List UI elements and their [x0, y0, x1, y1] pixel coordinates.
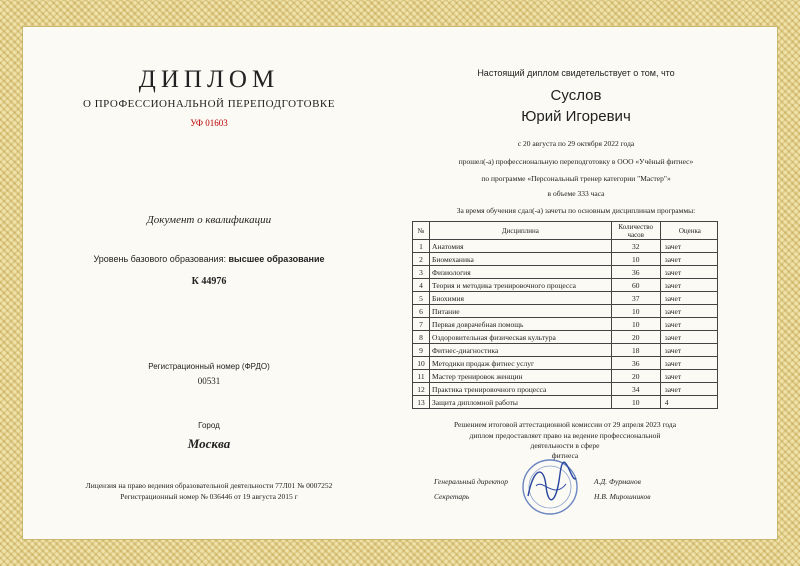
row-grade: зачет [660, 279, 717, 292]
row-hours: 37 [611, 292, 660, 305]
row-discipline: Физиология [430, 266, 612, 279]
row-hours: 34 [611, 383, 660, 396]
decision-line-3: деятельности в сфере [530, 441, 600, 450]
row-hours: 36 [611, 266, 660, 279]
diploma-number: УФ 01603 [190, 118, 228, 128]
row-number: 11 [413, 370, 430, 383]
signature-stamp-icon [514, 456, 586, 518]
row-grade: зачет [660, 357, 717, 370]
table-row [413, 279, 718, 292]
row-grade: 4 [660, 396, 717, 409]
header-num: № [413, 222, 430, 240]
row-discipline: Биомеханика [430, 253, 612, 266]
education-level [22, 254, 396, 264]
reg-number-value: 00531 [197, 376, 221, 386]
row-discipline: Методики продаж фитнес услуг [430, 357, 612, 370]
table-row [413, 396, 718, 409]
row-hours: 32 [611, 240, 660, 253]
holder-surname: Суслов [550, 87, 602, 104]
table-row [413, 370, 718, 383]
passed-retraining: прошел(-а) профессиональную переподготовку в ООО «Учёный фитнес» [458, 157, 694, 166]
table-row [413, 344, 718, 357]
table-row [413, 331, 718, 344]
education-level-label: Уровень базового образования: [93, 254, 226, 264]
row-number: 7 [413, 318, 430, 331]
city-label: Город [198, 421, 220, 430]
diploma-title: ДИПЛОМ [138, 66, 280, 93]
row-grade: зачет [660, 266, 717, 279]
row-number: 9 [413, 344, 430, 357]
header-grade: Оценка [660, 222, 717, 240]
row-grade: зачет [660, 240, 717, 253]
row-grade: зачет [660, 305, 717, 318]
row-grade: зачет [660, 253, 717, 266]
table-row [413, 253, 718, 266]
row-grade: зачет [660, 344, 717, 357]
table-row [413, 305, 718, 318]
row-hours: 20 [611, 331, 660, 344]
row-discipline: Анатомия [430, 240, 612, 253]
secretary-name: Н.В. Мирошников [594, 492, 651, 501]
license-line-2: Регистрационный номер № 036446 от 19 августа 2015 г [120, 492, 298, 501]
city-value: Москва [187, 436, 231, 451]
row-hours: 60 [611, 279, 660, 292]
row-discipline: Первая доврачебная помощь [430, 318, 612, 331]
row-hours: 10 [611, 396, 660, 409]
secretary-role: Секретарь [434, 492, 470, 501]
director-role: Генеральный директор [434, 477, 508, 486]
row-grade: зачет [660, 383, 717, 396]
decision-line-1: Решением итоговой аттестационной комиссии от 29 апреля 2023 года [453, 420, 677, 429]
row-hours: 20 [611, 370, 660, 383]
diploma-paper [22, 26, 778, 540]
row-discipline: Теория и методика тренировочного процесса [430, 279, 612, 292]
program-name: по программе «Персональный тренер категории "Мастер"» [481, 174, 671, 183]
row-hours: 36 [611, 357, 660, 370]
row-discipline: Оздоровительная физическая культура [430, 331, 612, 344]
row-number: 12 [413, 383, 430, 396]
table-row [413, 292, 718, 305]
table-header-row [413, 222, 718, 240]
table-row [413, 357, 718, 370]
row-hours: 18 [611, 344, 660, 357]
row-hours: 10 [611, 318, 660, 331]
row-discipline: Биохимия [430, 292, 612, 305]
row-discipline: Защита дипломной работы [430, 396, 612, 409]
row-number: 1 [413, 240, 430, 253]
row-discipline: Мастер тренировок женщин [430, 370, 612, 383]
education-level-value: высшее образование [228, 254, 325, 264]
k-number: К 44976 [191, 276, 227, 287]
row-hours: 10 [611, 253, 660, 266]
credits-intro: За время обучения сдал(-а) зачеты по основным дисциплинам программы: [456, 206, 696, 215]
row-discipline: Практика тренировочного процесса [430, 383, 612, 396]
document-label: Документ о квалификации [146, 214, 272, 226]
license-line-1: Лицензия на право ведения образовательной деятельности 77Л01 № 0007252 [85, 481, 333, 490]
study-period: с 20 августа по 29 октября 2022 года [517, 139, 635, 148]
disciplines-table [412, 221, 718, 409]
row-number: 3 [413, 266, 430, 279]
row-hours: 10 [611, 305, 660, 318]
header-hours: Количество часов [611, 222, 660, 240]
decision-line-4: фитнеса [551, 451, 579, 460]
reg-number-label: Регистрационный номер (ФРДО) [148, 362, 270, 371]
row-discipline: Фитнес-диагностика [430, 344, 612, 357]
header-discipline: Дисциплина [430, 222, 612, 240]
row-number: 6 [413, 305, 430, 318]
table-row [413, 266, 718, 279]
row-discipline: Питание [430, 305, 612, 318]
table-row [413, 383, 718, 396]
table-row [413, 318, 718, 331]
row-number: 8 [413, 331, 430, 344]
row-number: 4 [413, 279, 430, 292]
row-number: 13 [413, 396, 430, 409]
program-volume: в объеме 333 часа [547, 189, 605, 198]
director-name: А.Д. Фурманов [594, 477, 641, 486]
row-grade: зачет [660, 331, 717, 344]
decision-line-2: диплом предоставляет право на ведение профессиональной [469, 431, 661, 440]
row-grade: зачет [660, 292, 717, 305]
row-number: 2 [413, 253, 430, 266]
holder-name: Юрий Игоревич [521, 108, 631, 125]
row-number: 5 [413, 292, 430, 305]
diploma-subtitle: О ПРОФЕССИОНАЛЬНОЙ ПЕРЕПОДГОТОВКЕ [83, 98, 335, 110]
table-row [413, 240, 718, 253]
row-grade: зачет [660, 318, 717, 331]
certify-header: Настоящий диплом свидетельствует о том, что [477, 68, 675, 78]
row-number: 10 [413, 357, 430, 370]
row-grade: зачет [660, 370, 717, 383]
